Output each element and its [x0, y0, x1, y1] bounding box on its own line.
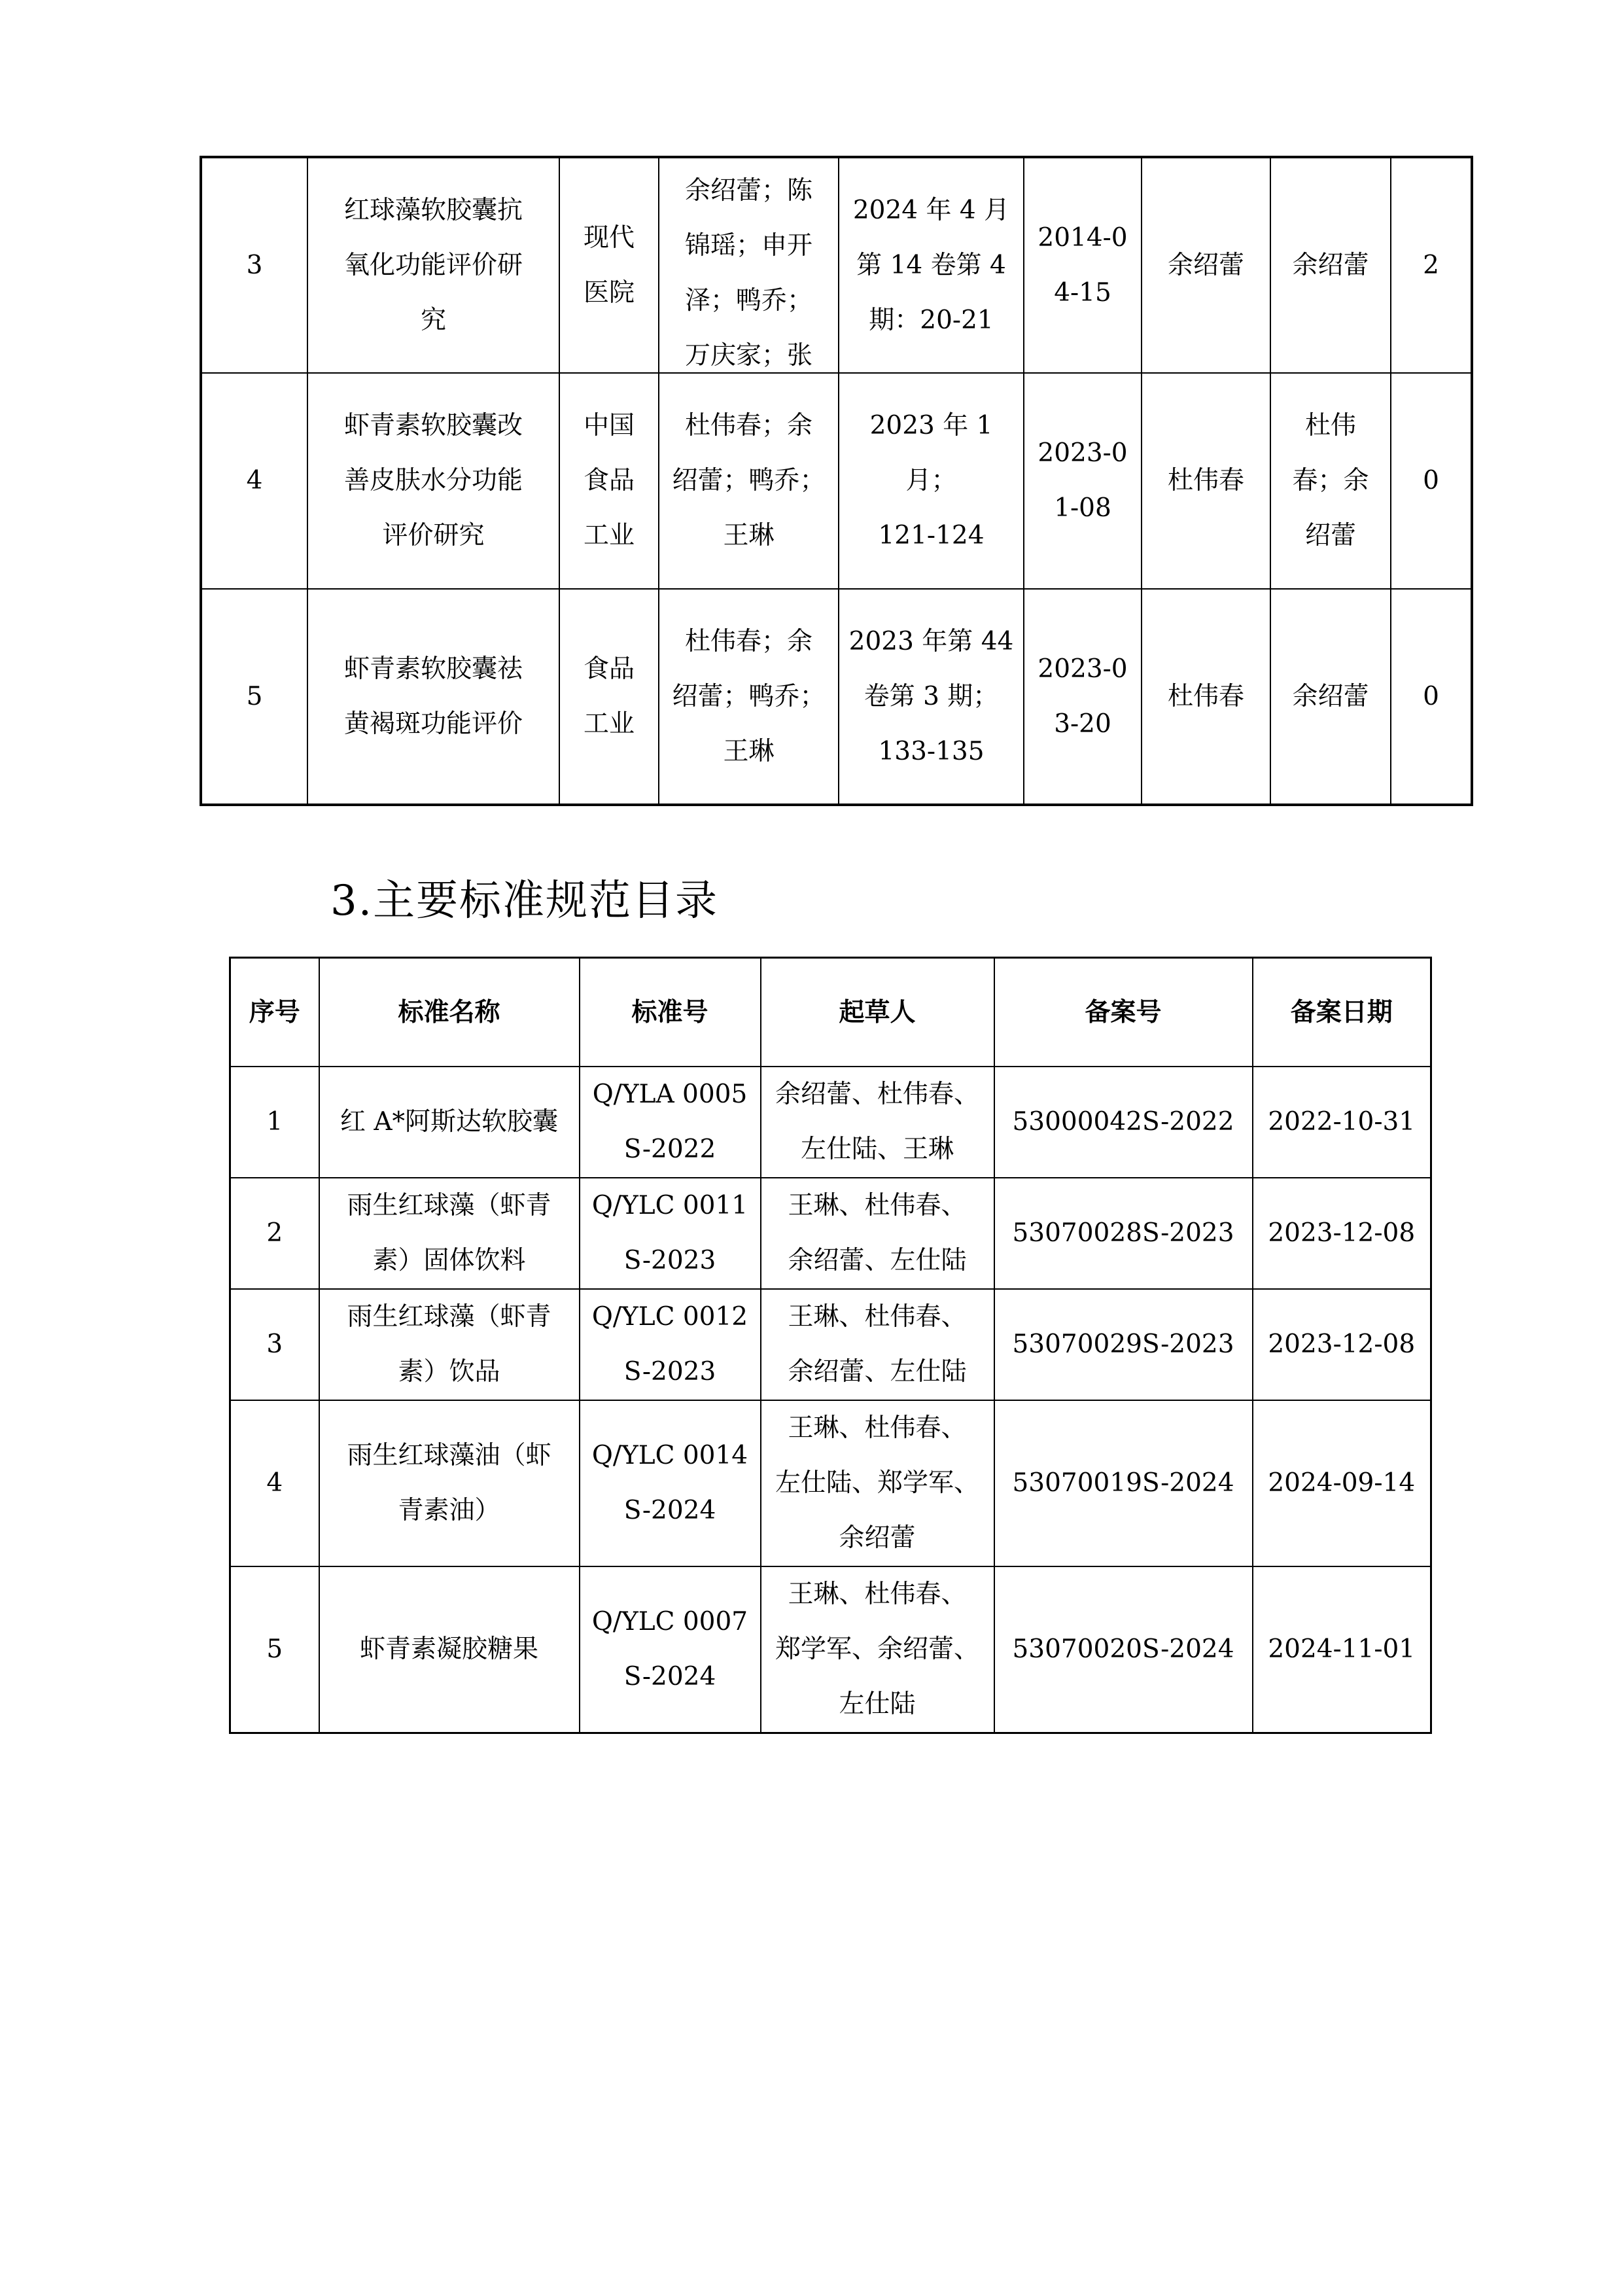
- table-row: [230, 1178, 1431, 1289]
- paper-journal: 食品 工业: [559, 589, 659, 805]
- paper-date: 2023-0 3-20: [1024, 589, 1142, 805]
- table-row: [201, 157, 1472, 373]
- standard-code: Q/YLC 0012 S-2023: [580, 1289, 761, 1400]
- standards-table: [229, 957, 1432, 1734]
- header-filing-date: 备案日期: [1253, 958, 1431, 1067]
- standard-drafters: 王琳、杜伟春、 余绍蕾、左仕陆: [761, 1289, 994, 1400]
- standard-no: 5: [230, 1566, 319, 1733]
- paper-first-author: 余绍蕾: [1142, 157, 1270, 373]
- standard-filing-date: 2024-11-01: [1253, 1566, 1431, 1733]
- standard-code: Q/YLC 0011 S-2023: [580, 1178, 761, 1289]
- paper-authors: 杜伟春；余 绍蕾；鸭乔； 王琳: [659, 589, 839, 805]
- table-row: [201, 589, 1472, 805]
- paper-corresponding: 杜伟 春；余 绍蕾: [1270, 373, 1391, 589]
- standard-no: 2: [230, 1178, 319, 1289]
- paper-no: 5: [201, 589, 307, 805]
- paper-title: 红球藻软胶囊抗 氧化功能评价研 究: [307, 157, 559, 373]
- standard-drafters: 王琳、杜伟春、 余绍蕾、左仕陆: [761, 1178, 994, 1289]
- standard-filing-date: 2023-12-08: [1253, 1289, 1431, 1400]
- standard-no: 1: [230, 1067, 319, 1178]
- paper-authors-text: 余绍蕾；陈 锦瑶；申开 泽；鸭乔； 万庆家；张: [684, 176, 812, 370]
- standard-filing-date: 2024-09-14: [1253, 1400, 1431, 1566]
- paper-date: 2014-0 4-15: [1024, 157, 1142, 373]
- header-no: 序号: [230, 958, 319, 1067]
- standard-name: 虾青素凝胶糖果: [319, 1566, 580, 1733]
- paper-no: 3: [201, 157, 307, 373]
- standard-filing-no: 53000042S-2022: [994, 1067, 1253, 1178]
- standard-drafters: 余绍蕾、杜伟春、 左仕陆、王琳: [761, 1067, 994, 1178]
- paper-date: 2023-0 1-08: [1024, 373, 1142, 589]
- paper-title: 虾青素软胶囊改 善皮肤水分功能 评价研究: [307, 373, 559, 589]
- paper-authors: [659, 157, 839, 373]
- paper-issue: 2024 年 4 月 第 14 卷第 4 期：20-21: [839, 157, 1024, 373]
- standard-filing-no: 53070020S-2024: [994, 1566, 1253, 1733]
- standard-filing-no: 53070029S-2023: [994, 1289, 1253, 1400]
- table-row: [230, 1566, 1431, 1733]
- paper-title: 虾青素软胶囊祛 黄褐斑功能评价: [307, 589, 559, 805]
- standard-name: 雨生红球藻油（虾 青素油）: [319, 1400, 580, 1566]
- standard-name: 红 A*阿斯达软胶囊: [319, 1067, 580, 1178]
- paper-citations: 0: [1391, 373, 1472, 589]
- header-name: 标准名称: [319, 958, 580, 1067]
- table-row: [230, 1067, 1431, 1178]
- standard-no: 4: [230, 1400, 319, 1566]
- paper-no: 4: [201, 373, 307, 589]
- header-filing-no: 备案号: [994, 958, 1253, 1067]
- standard-code: Q/YLC 0014 S-2024: [580, 1400, 761, 1566]
- standard-name: 雨生红球藻（虾青 素）饮品: [319, 1289, 580, 1400]
- standard-filing-date: 2023-12-08: [1253, 1178, 1431, 1289]
- table-row: [230, 1400, 1431, 1566]
- paper-first-author: 杜伟春: [1142, 373, 1270, 589]
- paper-citations: 2: [1391, 157, 1472, 373]
- table-row: [230, 1289, 1431, 1400]
- paper-issue: 2023 年第 44 卷第 3 期； 133-135: [839, 589, 1024, 805]
- paper-journal: 中国 食品 工业: [559, 373, 659, 589]
- standard-name: 雨生红球藻（虾青 素）固体饮料: [319, 1178, 580, 1289]
- standard-filing-date: 2022-10-31: [1253, 1067, 1431, 1178]
- paper-first-author: 杜伟春: [1142, 589, 1270, 805]
- paper-corresponding: 余绍蕾: [1270, 157, 1391, 373]
- standard-filing-no: 53070019S-2024: [994, 1400, 1253, 1566]
- standard-drafters: 王琳、杜伟春、 郑学军、余绍蕾、 左仕陆: [761, 1566, 994, 1733]
- paper-authors: 杜伟春；余 绍蕾；鸭乔； 王琳: [659, 373, 839, 589]
- paper-corresponding: 余绍蕾: [1270, 589, 1391, 805]
- papers-table: [200, 156, 1473, 806]
- table-row: [201, 373, 1472, 589]
- section-title: 3.主要标准规范目录: [330, 877, 719, 925]
- paper-citations: 0: [1391, 589, 1472, 805]
- standard-drafters: 王琳、杜伟春、 左仕陆、郑学军、 余绍蕾: [761, 1400, 994, 1566]
- standard-code: Q/YLA 0005 S-2022: [580, 1067, 761, 1178]
- table-header-row: [230, 958, 1431, 1067]
- standard-no: 3: [230, 1289, 319, 1400]
- header-drafters: 起草人: [761, 958, 994, 1067]
- paper-journal: 现代 医院: [559, 157, 659, 373]
- paper-issue: 2023 年 1 月； 121-124: [839, 373, 1024, 589]
- standard-filing-no: 53070028S-2023: [994, 1178, 1253, 1289]
- standard-code: Q/YLC 0007 S-2024: [580, 1566, 761, 1733]
- header-code: 标准号: [580, 958, 761, 1067]
